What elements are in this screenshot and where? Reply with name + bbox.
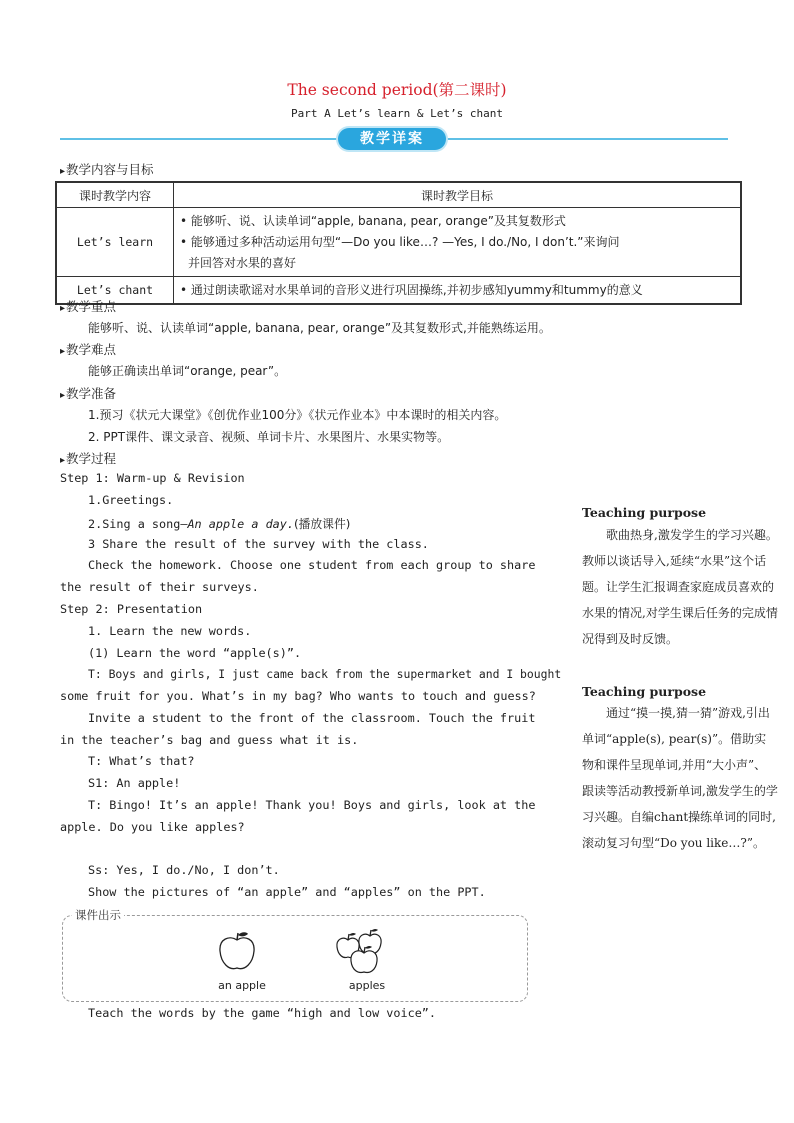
page-title: The second period(第二课时) <box>287 81 507 99</box>
apple-icon <box>214 930 260 974</box>
teaching-purpose-text: 歌曲热身,激发学生的学习兴趣。教师以谈话导入,延续“水果”这个话题。让学生汇报调查家庭成员喜欢的水果的情况,对学生课后任务的完成情况得到及时反馈。 <box>582 528 778 646</box>
section-difficulties: ▸ 教学难点 <box>60 340 116 358</box>
table-header-goals: 课时教学目标 <box>174 182 742 208</box>
table-cell-goals <box>174 208 742 277</box>
step-line: 1. Learn the new words. <box>88 624 252 638</box>
prep-item: 1.预习《状元大课堂》《创优作业100分》《状元作业本》中本课时的相关内容。 <box>88 408 507 422</box>
step-line <box>88 515 350 532</box>
courseware-label: 课件出示 <box>72 907 124 923</box>
teaching-purpose-heading: Teaching purpose <box>582 684 707 699</box>
step-line: Check the homework. Choose one student from each group to share <box>88 558 536 572</box>
key-points-text: 能够听、说、认读单词“apple, banana, pear, orange”及其复数形式,并能熟练运用。 <box>88 321 551 335</box>
section-key-points: ▸ 教学重点 <box>60 297 116 315</box>
table-cell-content: Let’s chant <box>56 277 174 305</box>
song-title: An apple a day. <box>187 517 294 531</box>
goal-line: • 能够听、说、认读单词“apple, banana, pear, orange”及其复数形式 <box>180 213 566 228</box>
page-subtitle: Part A Let’s learn & Let’s chant <box>291 107 503 120</box>
step-heading: Step 2: Presentation <box>60 602 203 616</box>
step-line: some fruit for you. What’s in my bag? Who wants to touch and guess? <box>60 689 536 703</box>
table-row <box>56 208 741 277</box>
step-line: Teach the words by the game “high and low voice”. <box>88 1006 437 1020</box>
step-line: Invite a student to the front of the classroom. Touch the fruit <box>88 711 536 725</box>
step-line: (1) Learn the word “apple(s)”. <box>88 646 302 660</box>
goal-line: • 能够通过多种活动运用句型“—Do you like…? —Yes, I do./No, I don’t.”来询问 <box>180 234 620 249</box>
section-preparation: ▸ 教学准备 <box>60 384 116 402</box>
step-line: T: What’s that? <box>88 754 195 768</box>
step-line: apple. Do you like apples? <box>60 820 245 834</box>
section-content-goals: ▸ 教学内容与目标 <box>60 160 154 178</box>
banner-badge: 教学详案 <box>338 128 446 150</box>
step-line: T: Boys and girls, I just came back from the supermarket and I bought <box>88 667 562 681</box>
step-heading: Step 1: Warm-up & Revision <box>60 471 245 485</box>
objectives-table <box>55 181 742 305</box>
prep-item: 2. PPT课件、课文录音、视频、单词卡片、水果图片、水果实物等。 <box>88 430 450 444</box>
table-row <box>56 277 741 305</box>
goal-line: 并回答对水果的喜好 <box>188 255 297 270</box>
step-line: 3 Share the result of the survey with the class. <box>88 537 429 551</box>
goal-line: • 通过朗读歌谣对水果单词的音形义进行巩固操练,并初步感知yummy和tummy的意义 <box>180 282 643 297</box>
caption-an-apple: an apple <box>218 979 266 992</box>
step-line: T: Bingo! It’s an apple! Thank you! Boys and girls, look at the <box>88 798 536 812</box>
difficulties-text: 能够正确读出单词“orange, pear”。 <box>88 364 287 378</box>
table-header-content: 课时教学内容 <box>56 182 174 208</box>
teaching-purpose-heading: Teaching purpose <box>582 505 707 520</box>
step-line: S1: An apple! <box>88 776 181 790</box>
apples-icon <box>334 926 386 976</box>
step-line: in the teacher’s bag and guess what it is. <box>60 733 359 747</box>
caption-apples: apples <box>348 979 386 992</box>
section-process: ▸ 教学过程 <box>60 449 116 467</box>
step-line: 1.Greetings. <box>88 493 174 507</box>
courseware-box <box>62 915 528 1002</box>
step-line: Show the pictures of “an apple” and “apples” on the PPT. <box>88 885 486 899</box>
teaching-purpose-text: 通过“摸一摸,猜一猜”游戏,引出单词“apple(s), pear(s)”。借助实物和课件呈现单词,并用“大小声”、跟读等活动教授新单词,激发学生的学习兴趣。自编chant操练单词的同时,滚动复习句型“Do you like…?”。 <box>582 706 778 850</box>
table-cell-goals <box>174 277 742 305</box>
table-cell-content: Let’s learn <box>56 208 174 277</box>
table-header-row <box>56 182 741 208</box>
song-prefix: 2.Sing a song— <box>88 517 188 531</box>
step-line: the result of their surveys. <box>60 580 259 594</box>
step-line: Ss: Yes, I do./No, I don’t. <box>88 863 280 877</box>
song-suffix: (播放课件) <box>293 517 351 531</box>
